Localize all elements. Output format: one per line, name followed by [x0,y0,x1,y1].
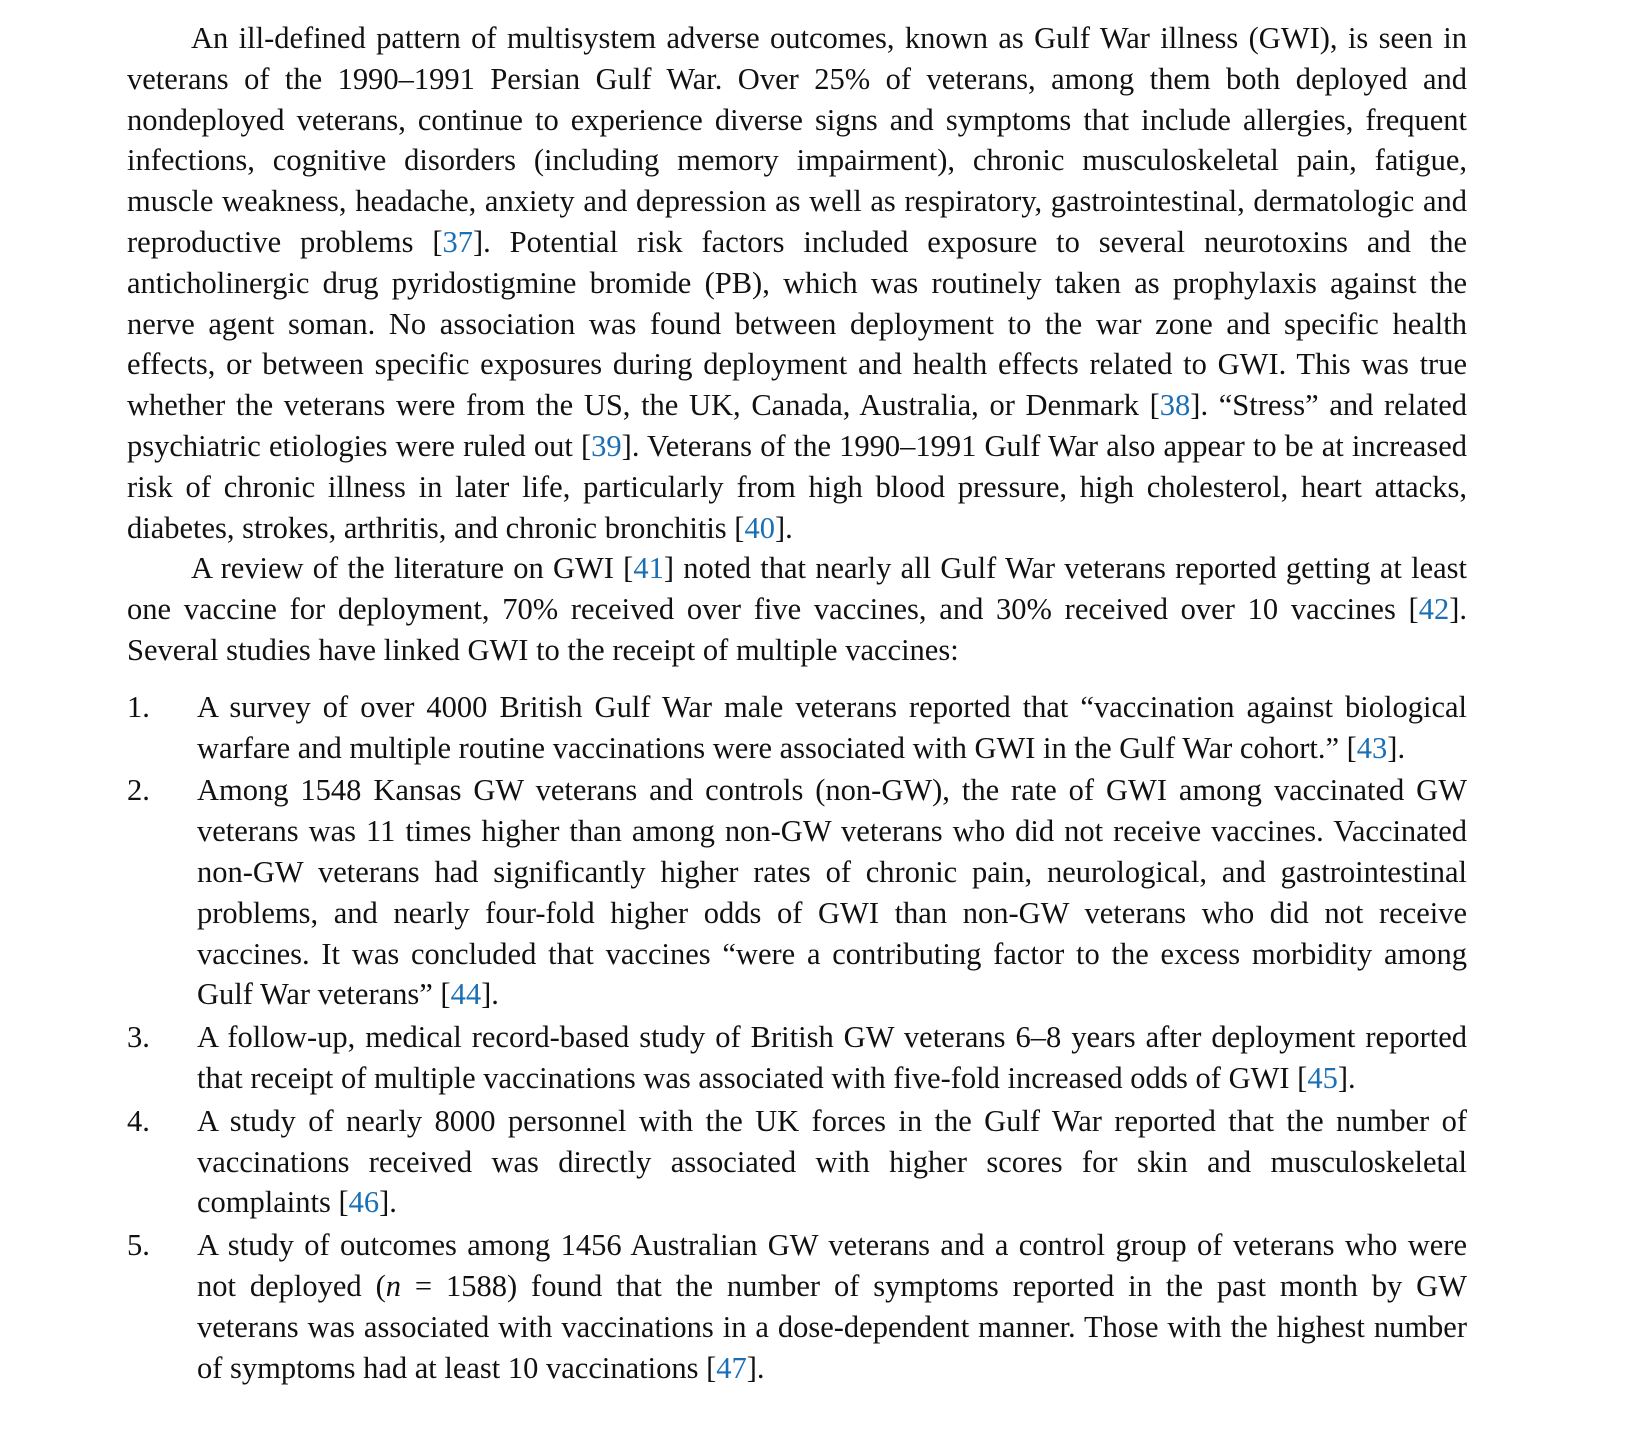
variable-n: n [385,1268,401,1303]
list-item [127,1225,1467,1388]
citation-link-37[interactable]: 37 [442,224,473,259]
paragraph-literature-review [127,548,1467,670]
citation-link-40[interactable]: 40 [744,510,775,545]
text-run: ]. Veterans of the 1990–1991 Gulf War also appear to be at increased risk of chronic illness in later life, particularly from high blood pressure, high cholesterol, heart attacks, diabetes, strokes, arthritis, and chronic bronchitis [ [127,428,1467,545]
citation-link-42[interactable]: 42 [1418,592,1450,627]
paragraph-gwi-overview [127,18,1467,548]
citation-link-43[interactable]: 43 [1356,730,1388,765]
text-run: ]. [481,977,499,1012]
text-run: A follow-up, medical record-based study of British GW veterans 6–8 years after deployment reported that receipt of multiple vaccinations was associated with five-fold increased odds of GWI [ [197,1020,1467,1095]
text-run: ]. [1387,730,1406,765]
citation-link-44[interactable]: 44 [450,977,482,1012]
text-run: ]. [746,1350,765,1385]
studies-numbered-list [127,687,1467,1389]
text-run: ] noted that nearly all Gulf War veterans reported getting at least one vaccine for deployment, 70% received over five vaccines, and 30% received over 10 vaccines [ [127,551,1467,627]
list-item [127,1017,1467,1099]
list-item-number: 1. [127,689,150,724]
list-item [127,687,1467,769]
text-run: ]. [1337,1060,1356,1095]
text-run: = 1588) found that the number of symptoms reported in the past month by GW veterans was associated with vaccinations in a dose-dependent manner. Those with the highest number of symptoms had at least 10 vaccinations [ [197,1268,1467,1385]
list-item-number: 3. [127,1020,150,1055]
citation-link-47[interactable]: 47 [716,1350,747,1385]
text-run: ]. Several studies have linked GWI to the receipt of multiple vaccines: [127,592,1467,667]
document-page [127,18,1467,1390]
text-run: ]. [774,510,793,545]
citation-link-46[interactable]: 46 [348,1185,380,1220]
text-run: An ill-defined pattern of multisystem adverse outcomes, known as Gulf War illness (GWI), is seen in veterans of the 1990–1991 Persian Gulf War. Over 25% of veterans, among them both deployed and nondeployed veterans, continue to experience diverse signs and symptoms that include allergies, frequent infections, cognitive disorders (including memory impairment), chronic musculoskeletal pain, fatigue, muscle weakness, headache, anxiety and depression as well as respiratory, gastrointestinal, dermatologic and reproductive problems [ [127,21,1467,259]
text-run: Among 1548 Kansas GW veterans and controls (non-GW), the rate of GWI among vaccinated GW veterans was 11 times higher than among non-GW veterans who did not receive vaccines. Vaccinated non-GW veterans had significantly higher rates of chronic pain, neurological, and gastrointestinal problems, and nearly four-fold higher odds of GWI than non-GW veterans who did not receive vaccines. It was concluded that vaccines “were a contributing factor to the excess morbidity among Gulf War veterans” [ [197,773,1467,1012]
citation-link-38[interactable]: 38 [1159,388,1191,423]
text-run: A study of outcomes among 1456 Australian GW veterans and a control group of veterans who were not deployed ( [197,1228,1467,1303]
list-item-number: 4. [127,1103,150,1138]
list-item [127,770,1467,1015]
text-run: A review of the literature on GWI [ [191,551,634,586]
citation-link-45[interactable]: 45 [1307,1060,1338,1095]
text-run: A study of nearly 8000 personnel with the UK forces in the Gulf War reported that the number of vaccinations received was directly associated with higher scores for skin and musculoskeletal complaints [ [197,1103,1467,1220]
citation-link-41[interactable]: 41 [633,551,664,586]
citation-link-39[interactable]: 39 [591,428,622,463]
text-run: A survey of over 4000 British Gulf War male veterans reported that “vaccination against biological warfare and multiple routine vaccinations were associated with GWI in the Gulf War cohort.” [ [197,689,1467,765]
text-run: ]. Potential risk factors included exposure to several neurotoxins and the anticholinergic drug pyridostigmine bromide (PB), which was routinely taken as prophylaxis against the nerve agent soman. No association was found between deployment to the war zone and specific health effects, or between specific exposures during deployment and health effects related to GWI. This was true whether the veterans were from the US, the UK, Canada, Australia, or Denmark [ [127,224,1467,423]
list-item [127,1101,1467,1223]
text-run: ]. [379,1185,397,1220]
list-item-number: 2. [127,773,150,808]
list-item-number: 5. [127,1228,150,1263]
text-run: ]. “Stress” and related psychiatric etiologies were ruled out [ [127,388,1467,463]
